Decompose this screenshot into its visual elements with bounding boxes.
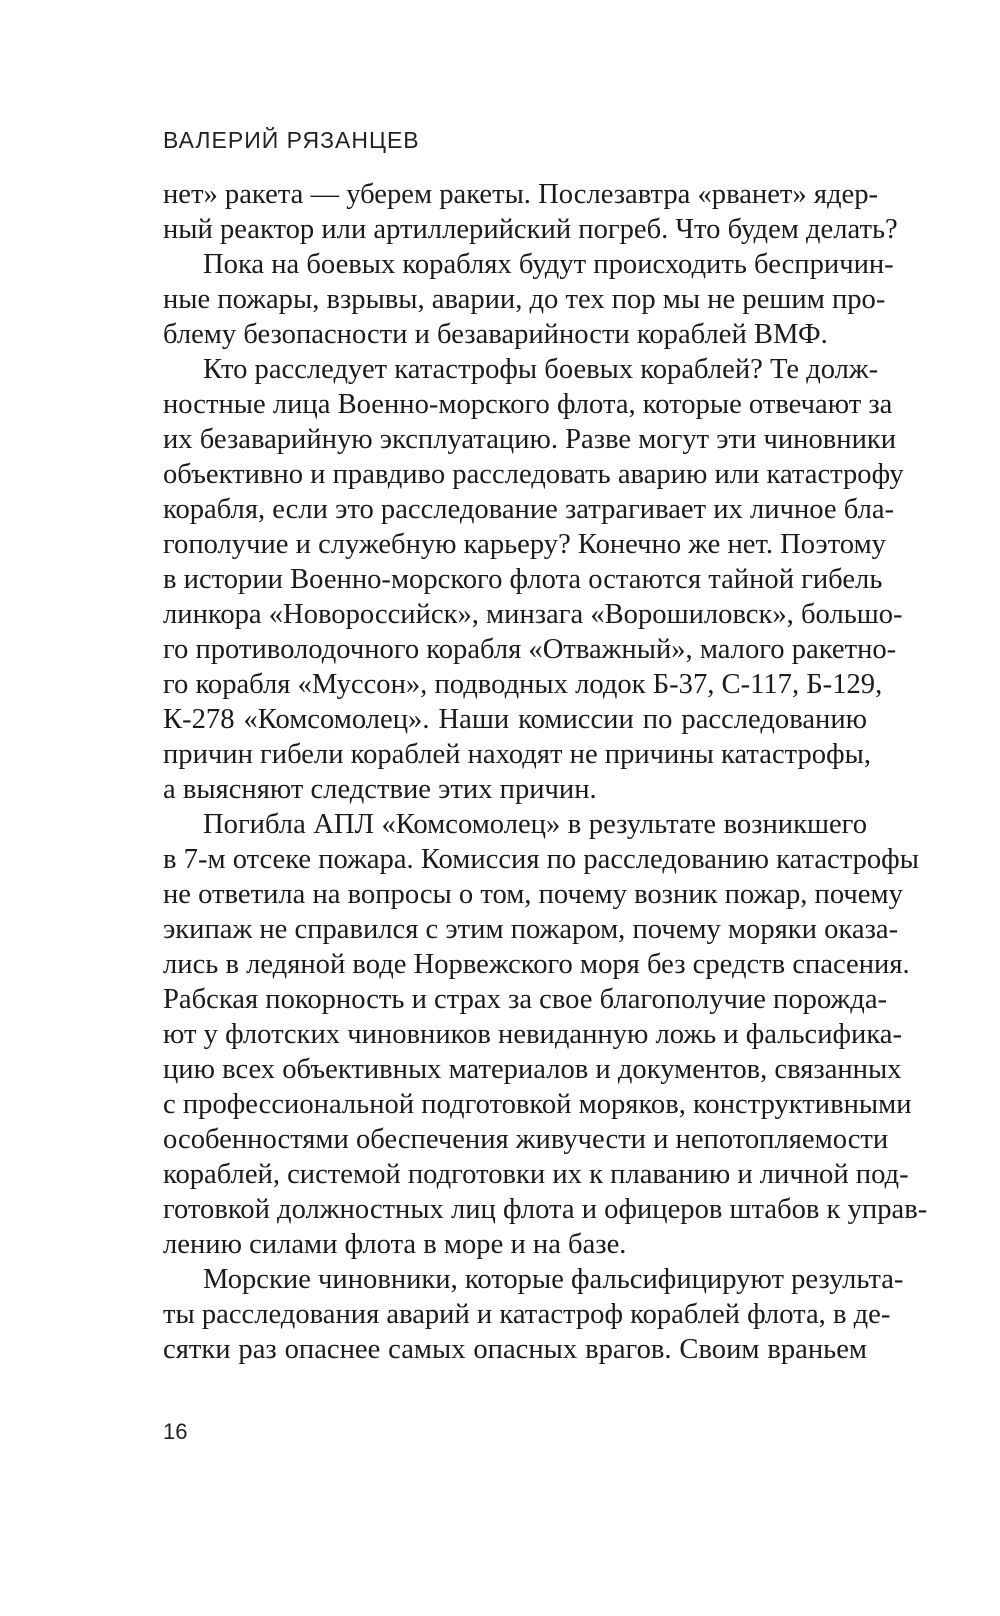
text-line: ные пожары, взрывы, аварии, до тех пор мы не решим про- bbox=[163, 284, 886, 315]
text-line: не ответила на вопросы о том, почему возник пожар, почему bbox=[163, 879, 903, 910]
text-line: причин гибели кораблей находят не причины катастрофы, bbox=[163, 739, 871, 770]
text-line: корабля, если это расследование затрагивает их личное бла- bbox=[163, 494, 895, 525]
text-line: в истории Военно-морского флота остаются тайной гибель bbox=[163, 564, 883, 595]
text-line: Морские чиновники, которые фальсифицируют результа- bbox=[203, 1264, 904, 1295]
text-line: ностные лица Военно-морского флота, которые отвечают за bbox=[163, 389, 893, 420]
text-line: особенностями обеспечения живучести и непотопляемости bbox=[163, 1124, 889, 1155]
text-line: с профессиональной подготовкой моряков, конструктивными bbox=[163, 1089, 912, 1120]
page-number: 16 bbox=[163, 1419, 188, 1444]
body-text bbox=[163, 177, 928, 1367]
text-line: кораблей, системой подготовки их к плаванию и личной под- bbox=[163, 1159, 909, 1190]
text-line: го корабля «Муссон», подводных лодок Б-37, С-117, Б-129, bbox=[163, 669, 883, 700]
running-head: ВАЛЕРИЙ РЯЗАНЦЕВ bbox=[163, 127, 420, 153]
text-line: ют у флотских чиновников невиданную ложь и фальсифика- bbox=[163, 1019, 902, 1050]
text-line: нет» ракета — уберем ракеты. Послезавтра «рванет» ядер- bbox=[163, 179, 879, 210]
text-line: гополучие и служебную карьеру? Конечно же нет. Поэтому bbox=[163, 529, 886, 560]
text-line: Погибла АПЛ «Комсомолец» в результате возникшего bbox=[203, 809, 867, 840]
text-line: Пока на боевых кораблях будут происходить беспричин- bbox=[203, 249, 894, 280]
text-line: блему безопасности и безаварийности кораблей ВМФ. bbox=[163, 319, 828, 350]
text-line: цию всех объективных материалов и документов, связанных bbox=[163, 1054, 902, 1085]
text-line: ты расследования аварий и катастроф кораблей флота, в де- bbox=[163, 1299, 891, 1330]
text-line: в 7-м отсеке пожара. Комиссия по расследованию катастрофы bbox=[163, 844, 919, 875]
text-line: готовкой должностных лиц флота и офицеров штабов к управ- bbox=[163, 1194, 928, 1225]
text-line: лись в ледяной воде Норвежского моря без средств спасения. bbox=[163, 949, 910, 980]
text-line: сятки раз опаснее самых опасных врагов. Своим враньем bbox=[163, 1334, 867, 1365]
text-line: ный реактор или артиллерийский погреб. Что будем делать? bbox=[163, 214, 898, 245]
text-line: а выясняют следствие этих причин. bbox=[163, 774, 597, 805]
text-line: Кто расследует катастрофы боевых кораблей? Те долж- bbox=[203, 354, 879, 385]
text-line: го противолодочного корабля «Отважный», малого ракетно- bbox=[163, 634, 897, 665]
text-line: их безаварийную эксплуатацию. Разве могут эти чиновники bbox=[163, 424, 897, 455]
text-line: линкора «Новороссийск», минзага «Ворошиловск», большо- bbox=[163, 599, 903, 630]
text-line: лению силами флота в море и на базе. bbox=[163, 1229, 627, 1260]
text-line: Рабская покорность и страх за свое благополучие порожда- bbox=[163, 984, 888, 1015]
text-line: экипаж не справился с этим пожаром, почему моряки оказа- bbox=[163, 914, 899, 945]
text-line: К-278 «Комсомолец». Наши комиссии по расследованию bbox=[163, 704, 867, 735]
text-line: объективно и правдиво расследовать аварию или катастрофу bbox=[163, 459, 904, 490]
